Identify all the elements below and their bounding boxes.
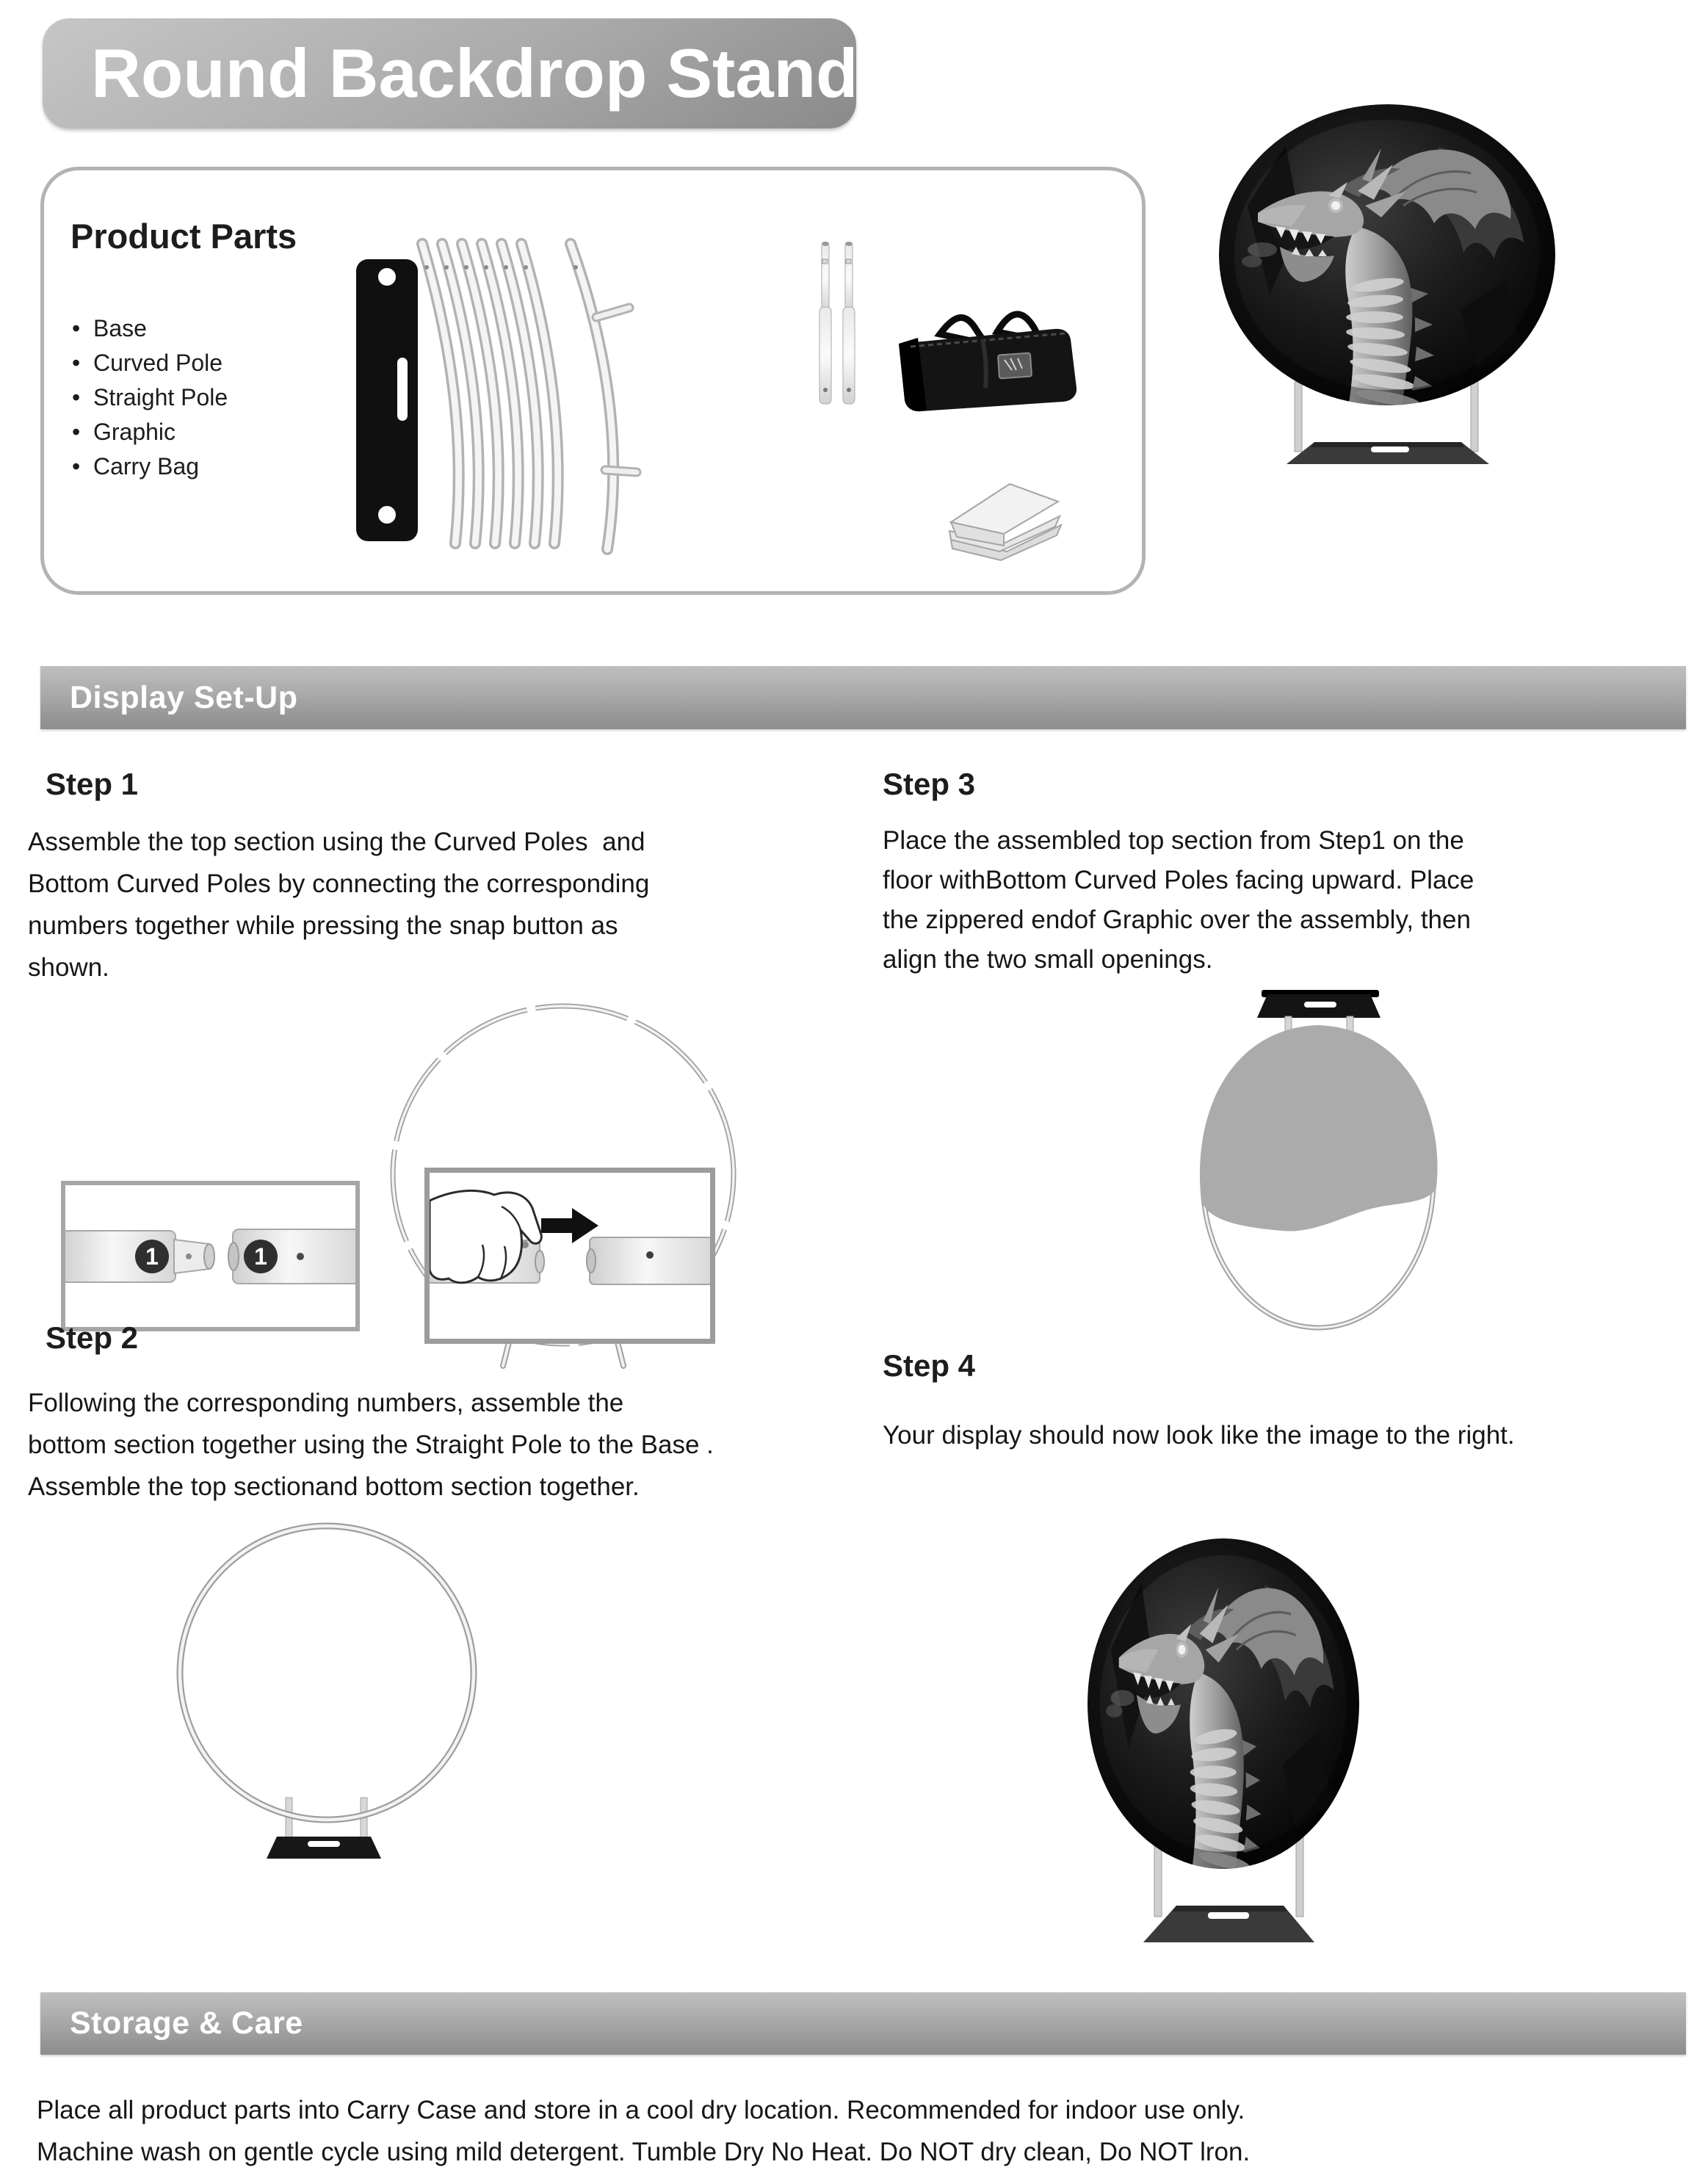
parts-list-item-straight-pole: • Straight Pole [72,380,228,415]
storage-care-text: Place all product parts into Carry Case and store in a cool dry location. Recommended for indoor use only. Machine wash on gentle cycle using mild detergent. Tumble Dry No Heat. Do NOT dry clean, Do NOT lron. [37,2096,1251,2166]
parts-heading: Product Parts [70,217,297,256]
step4-heading: Step 4 [883,1348,976,1383]
step2-text: Following the corresponding numbers, assemble the bottom section together using the Straight Pole to the Base . Assemble the top sectionand bottom section together. [28,1389,714,1501]
graphic-fabric-icon [942,472,1067,564]
pole-badge-left: 1 [145,1243,159,1270]
step3-heading: Step 3 [883,767,976,801]
carry-bag-icon [889,301,1087,415]
step1-connector-box [61,1181,360,1331]
step4-finished-display-figure [1065,1527,1388,1950]
base-plate-icon [356,259,418,541]
graphic-cover-shape [1200,1025,1438,1231]
step1-text: Assemble the top section using the Curved Poles and Bottom Curved Poles by connecting the corresponding numbers together while pressing the snap button as shown. [28,828,650,982]
pole-badge-right: 1 [254,1243,267,1270]
storage-section-banner [40,1992,1686,2055]
step1-heading: Step 1 [46,767,139,801]
step3-graphic-figure [1173,984,1464,1335]
parts-list-item-base: • Base [72,311,228,346]
step2-heading: Step 2 [46,1320,139,1355]
title-banner [43,18,856,129]
page-title: Round Backdrop Stand [91,35,858,112]
parts-list-item-carry-bag: • Carry Bag [72,449,228,484]
parts-list-item-curved-pole: • Curved Pole [72,346,228,380]
step1-connector-drawing [65,1185,355,1327]
product-parts-box [40,167,1146,595]
parts-list-item-graphic: • Graphic [72,415,228,449]
product-photo-dragon-backdrop [1197,95,1571,477]
step3-text: Place the assembled top section from Step1 on the floor withBottom Curved Poles facing upward. Place the zippered endof Graphic over the assembly, then align the two small openings. [883,826,1474,974]
step2-frame-figure [173,1517,481,1871]
step1-snap-callout [424,1168,715,1344]
storage-section-title: Storage & Care [70,2005,303,2041]
parts-list [72,311,228,484]
setup-section-banner [40,666,1686,729]
arrow-icon [541,1208,598,1243]
curved-poles-icon [415,235,657,558]
setup-section-title: Display Set-Up [70,680,298,715]
straight-poles-icon [815,237,866,410]
step4-text: Your display should now look like the image to the right. [883,1421,1515,1450]
step1-snap-drawing [430,1173,710,1339]
